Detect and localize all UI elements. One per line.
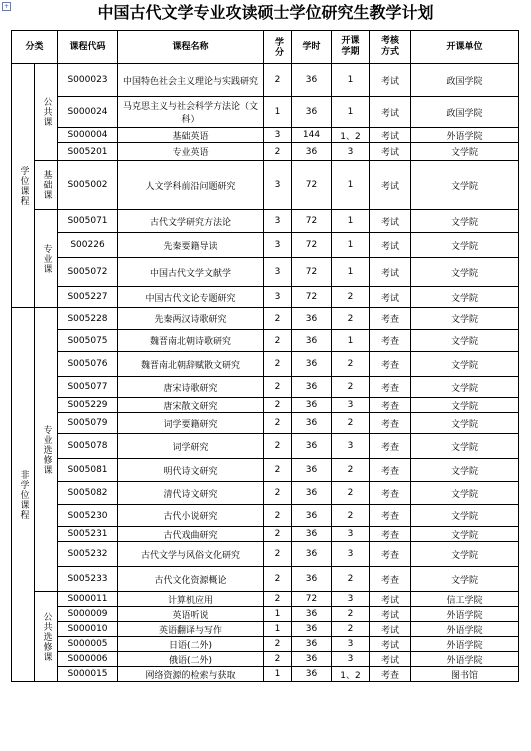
course-term: 3 — [332, 637, 370, 652]
course-term: 3 — [332, 652, 370, 667]
course-name: 唐宋散文研究 — [118, 398, 264, 413]
course-name: 基础英语 — [118, 128, 264, 143]
course-name: 日语(二外) — [118, 637, 264, 652]
header-code: 课程代码 — [58, 31, 118, 64]
course-code: S005229 — [58, 398, 118, 413]
course-name: 魏晋南北朝辞赋散文研究 — [118, 352, 264, 377]
course-term: 2 — [332, 482, 370, 505]
course-hours: 72 — [292, 161, 332, 210]
course-hours: 36 — [292, 97, 332, 128]
course-credit: 3 — [264, 128, 292, 143]
course-code: S000024 — [58, 97, 118, 128]
table-row — [12, 505, 519, 527]
table-row — [12, 637, 519, 652]
course-credit: 2 — [264, 308, 292, 330]
course-credit: 1 — [264, 667, 292, 682]
course-exam: 考查 — [370, 352, 411, 377]
course-name: 中国古代文学文献学 — [118, 258, 264, 287]
course-unit: 外语学院 — [411, 607, 519, 622]
course-exam: 考查 — [370, 567, 411, 592]
course-unit: 文学院 — [411, 505, 519, 527]
course-hours: 36 — [292, 434, 332, 459]
course-unit: 政国学院 — [411, 97, 519, 128]
course-exam: 考试 — [370, 97, 411, 128]
table-row — [12, 308, 519, 330]
course-credit: 2 — [264, 434, 292, 459]
course-term: 3 — [332, 527, 370, 542]
table-row — [12, 527, 519, 542]
course-unit: 文学院 — [411, 330, 519, 352]
course-term: 1 — [332, 97, 370, 128]
course-code: S000004 — [58, 128, 118, 143]
course-exam: 考查 — [370, 482, 411, 505]
course-term: 1、2 — [332, 667, 370, 682]
course-hours: 36 — [292, 505, 332, 527]
course-exam: 考试 — [370, 287, 411, 308]
course-credit: 2 — [264, 143, 292, 161]
course-code: S005227 — [58, 287, 118, 308]
course-unit: 文学院 — [411, 161, 519, 210]
course-exam: 考试 — [370, 210, 411, 233]
course-hours: 36 — [292, 482, 332, 505]
course-unit: 外语学院 — [411, 622, 519, 637]
course-code: S005228 — [58, 308, 118, 330]
course-unit: 文学院 — [411, 308, 519, 330]
course-hours: 36 — [292, 527, 332, 542]
table-row — [12, 210, 519, 233]
course-name: 中国古代文论专题研究 — [118, 287, 264, 308]
course-name: 专业英语 — [118, 143, 264, 161]
table-row — [12, 258, 519, 287]
course-hours: 36 — [292, 377, 332, 398]
course-name: 先秦要籍导读 — [118, 233, 264, 258]
course-hours: 144 — [292, 128, 332, 143]
course-term: 2 — [332, 377, 370, 398]
course-unit: 文学院 — [411, 233, 519, 258]
course-hours: 36 — [292, 542, 332, 567]
course-code: S005075 — [58, 330, 118, 352]
course-unit: 文学院 — [411, 352, 519, 377]
course-name: 网络资源的检索与获取 — [118, 667, 264, 682]
table-row — [12, 592, 519, 607]
table-row — [12, 434, 519, 459]
course-unit: 文学院 — [411, 143, 519, 161]
table-row — [12, 652, 519, 667]
group-elective-courses — [35, 308, 58, 592]
course-code: S005002 — [58, 161, 118, 210]
course-hours: 36 — [292, 143, 332, 161]
course-term: 2 — [332, 622, 370, 637]
course-credit: 2 — [264, 592, 292, 607]
course-hours: 36 — [292, 637, 332, 652]
course-unit: 文学院 — [411, 567, 519, 592]
course-name: 古代小说研究 — [118, 505, 264, 527]
course-hours: 36 — [292, 667, 332, 682]
course-unit: 文学院 — [411, 287, 519, 308]
curriculum-table — [11, 30, 519, 682]
table-row — [12, 233, 519, 258]
course-term: 3 — [332, 434, 370, 459]
table-row — [12, 567, 519, 592]
course-term: 1 — [332, 64, 370, 97]
table-row — [12, 607, 519, 622]
course-credit: 2 — [264, 398, 292, 413]
table-row — [12, 667, 519, 682]
course-unit: 文学院 — [411, 482, 519, 505]
course-name: 古代文学研究方法论 — [118, 210, 264, 233]
course-exam: 考查 — [370, 459, 411, 482]
table-row — [12, 459, 519, 482]
header-term: 开课学期 — [332, 31, 370, 64]
course-credit: 1 — [264, 622, 292, 637]
course-term: 1 — [332, 233, 370, 258]
group-degree-courses-label: 学位课程 — [18, 165, 29, 206]
course-term: 1 — [332, 258, 370, 287]
course-exam: 考试 — [370, 128, 411, 143]
course-credit: 3 — [264, 161, 292, 210]
table-row — [12, 377, 519, 398]
course-exam: 考查 — [370, 505, 411, 527]
header-unit: 开课单位 — [411, 31, 519, 64]
course-unit: 文学院 — [411, 210, 519, 233]
course-name: 俄语(二外) — [118, 652, 264, 667]
course-code: S000009 — [58, 607, 118, 622]
course-hours: 36 — [292, 352, 332, 377]
course-name: 古代文化资源概论 — [118, 567, 264, 592]
course-exam: 考查 — [370, 667, 411, 682]
course-code: S005078 — [58, 434, 118, 459]
course-exam: 考查 — [370, 330, 411, 352]
course-hours: 36 — [292, 567, 332, 592]
course-term: 2 — [332, 607, 370, 622]
course-term: 3 — [332, 398, 370, 413]
course-credit: 1 — [264, 607, 292, 622]
group-degree-courses — [12, 64, 35, 308]
course-hours: 36 — [292, 652, 332, 667]
course-exam: 考试 — [370, 258, 411, 287]
course-exam: 考查 — [370, 398, 411, 413]
header-name: 课程名称 — [118, 31, 264, 64]
course-term: 1 — [332, 330, 370, 352]
course-credit: 2 — [264, 505, 292, 527]
course-unit: 外语学院 — [411, 637, 519, 652]
table-move-handle-icon[interactable]: + — [3, 3, 10, 10]
course-name: 古代文学与风俗文化研究 — [118, 542, 264, 567]
course-hours: 36 — [292, 459, 332, 482]
course-term: 2 — [332, 459, 370, 482]
course-code: S005071 — [58, 210, 118, 233]
course-term: 2 — [332, 567, 370, 592]
course-term: 2 — [332, 287, 370, 308]
course-credit: 2 — [264, 527, 292, 542]
table-row — [12, 97, 519, 128]
header-hours: 学时 — [292, 31, 332, 64]
course-name: 词学要籍研究 — [118, 413, 264, 434]
course-exam: 考试 — [370, 607, 411, 622]
group-public-courses — [35, 64, 58, 161]
course-name: 中国特色社会主义理论与实践研究 — [118, 64, 264, 97]
course-code: S005201 — [58, 143, 118, 161]
course-term: 1 — [332, 161, 370, 210]
group-public-courses-label: 公共课 — [41, 97, 52, 127]
course-hours: 36 — [292, 607, 332, 622]
table-body — [12, 64, 519, 682]
course-hours: 36 — [292, 64, 332, 97]
table-row — [12, 622, 519, 637]
course-name: 唐宋诗歌研究 — [118, 377, 264, 398]
course-hours: 36 — [292, 308, 332, 330]
course-name: 清代诗文研究 — [118, 482, 264, 505]
course-exam: 考查 — [370, 542, 411, 567]
page-title: 中国古代文学专业攻读硕士学位研究生教学计划 — [97, 3, 434, 22]
group-major-courses-label: 专业课 — [41, 243, 52, 274]
course-credit: 2 — [264, 352, 292, 377]
course-term: 3 — [332, 542, 370, 567]
group-non-degree-courses — [12, 308, 35, 682]
course-unit: 图书馆 — [411, 667, 519, 682]
course-name: 词学研究 — [118, 434, 264, 459]
header-row — [12, 31, 519, 64]
course-hours: 72 — [292, 287, 332, 308]
course-exam: 考试 — [370, 161, 411, 210]
course-credit: 3 — [264, 210, 292, 233]
course-term: 2 — [332, 308, 370, 330]
course-code: S000023 — [58, 64, 118, 97]
table-row — [12, 352, 519, 377]
course-credit: 2 — [264, 413, 292, 434]
course-credit: 2 — [264, 330, 292, 352]
course-hours: 36 — [292, 413, 332, 434]
course-hours: 72 — [292, 210, 332, 233]
table-row — [12, 128, 519, 143]
table-row — [12, 542, 519, 567]
course-term: 1 — [332, 210, 370, 233]
course-hours: 72 — [292, 233, 332, 258]
course-name: 英语翻译与写作 — [118, 622, 264, 637]
course-code: S005233 — [58, 567, 118, 592]
course-name: 计算机应用 — [118, 592, 264, 607]
header-category: 分类 — [12, 31, 58, 64]
course-code: S005232 — [58, 542, 118, 567]
course-credit: 2 — [264, 482, 292, 505]
course-exam: 考查 — [370, 434, 411, 459]
course-code: S005077 — [58, 377, 118, 398]
course-exam: 考试 — [370, 637, 411, 652]
course-credit: 2 — [264, 652, 292, 667]
course-name: 英语听说 — [118, 607, 264, 622]
course-unit: 外语学院 — [411, 128, 519, 143]
table-row — [12, 64, 519, 97]
course-code: S000011 — [58, 592, 118, 607]
group-major-courses — [35, 210, 58, 308]
table-row — [12, 482, 519, 505]
course-unit: 政国学院 — [411, 64, 519, 97]
course-code: S005079 — [58, 413, 118, 434]
course-exam: 考试 — [370, 622, 411, 637]
course-credit: 3 — [264, 258, 292, 287]
course-code: S005081 — [58, 459, 118, 482]
course-code: S000005 — [58, 637, 118, 652]
course-code: S005231 — [58, 527, 118, 542]
course-credit: 2 — [264, 542, 292, 567]
course-unit: 文学院 — [411, 542, 519, 567]
course-hours: 36 — [292, 398, 332, 413]
course-unit: 文学院 — [411, 258, 519, 287]
course-term: 2 — [332, 505, 370, 527]
course-exam: 考查 — [370, 527, 411, 542]
course-hours: 72 — [292, 258, 332, 287]
course-code: S005230 — [58, 505, 118, 527]
table-row — [12, 287, 519, 308]
course-exam: 考查 — [370, 413, 411, 434]
course-credit: 2 — [264, 637, 292, 652]
course-code: S005072 — [58, 258, 118, 287]
course-code: S000015 — [58, 667, 118, 682]
course-credit: 3 — [264, 287, 292, 308]
course-term: 2 — [332, 413, 370, 434]
course-credit: 2 — [264, 64, 292, 97]
group-public-elective-courses-label: 公共选修课 — [41, 611, 52, 662]
course-unit: 外语学院 — [411, 652, 519, 667]
course-unit: 文学院 — [411, 434, 519, 459]
table-row — [12, 413, 519, 434]
course-unit: 文学院 — [411, 377, 519, 398]
course-code: S000006 — [58, 652, 118, 667]
course-exam: 考试 — [370, 652, 411, 667]
course-credit: 3 — [264, 233, 292, 258]
group-elective-courses-label: 专业选修课 — [41, 424, 52, 475]
group-non-degree-courses-label: 非学位课程 — [18, 469, 29, 520]
course-exam: 考查 — [370, 308, 411, 330]
course-unit: 信工学院 — [411, 592, 519, 607]
course-credit: 2 — [264, 377, 292, 398]
table-row — [12, 330, 519, 352]
course-hours: 72 — [292, 592, 332, 607]
course-hours: 36 — [292, 622, 332, 637]
course-exam: 考试 — [370, 233, 411, 258]
course-unit: 文学院 — [411, 413, 519, 434]
header-exam: 考核方式 — [370, 31, 411, 64]
course-unit: 文学院 — [411, 459, 519, 482]
course-credit: 2 — [264, 459, 292, 482]
header-credit: 学分 — [264, 31, 292, 64]
course-name: 马克思主义与社会科学方法论（文科） — [118, 97, 264, 128]
course-exam: 考试 — [370, 592, 411, 607]
course-term: 3 — [332, 143, 370, 161]
course-term: 1、2 — [332, 128, 370, 143]
course-code: S00226 — [58, 233, 118, 258]
group-basic-courses-label: 基础课 — [41, 170, 52, 200]
course-name: 先秦两汉诗歌研究 — [118, 308, 264, 330]
course-unit: 文学院 — [411, 398, 519, 413]
group-basic-courses — [35, 161, 58, 210]
course-name: 明代诗文研究 — [118, 459, 264, 482]
course-name: 魏晋南北朝诗歌研究 — [118, 330, 264, 352]
course-code: S000010 — [58, 622, 118, 637]
course-term: 2 — [332, 352, 370, 377]
table-row — [12, 143, 519, 161]
course-code: S005082 — [58, 482, 118, 505]
course-hours: 36 — [292, 330, 332, 352]
course-term: 3 — [332, 592, 370, 607]
course-name: 古代戏曲研究 — [118, 527, 264, 542]
course-unit: 文学院 — [411, 527, 519, 542]
course-code: S005076 — [58, 352, 118, 377]
course-exam: 考试 — [370, 143, 411, 161]
course-name: 人文学科前沿问题研究 — [118, 161, 264, 210]
course-exam: 考查 — [370, 377, 411, 398]
table-row — [12, 398, 519, 413]
course-exam: 考试 — [370, 64, 411, 97]
course-credit: 1 — [264, 97, 292, 128]
group-public-elective-courses — [35, 592, 58, 682]
table-row — [12, 161, 519, 210]
course-credit: 2 — [264, 567, 292, 592]
